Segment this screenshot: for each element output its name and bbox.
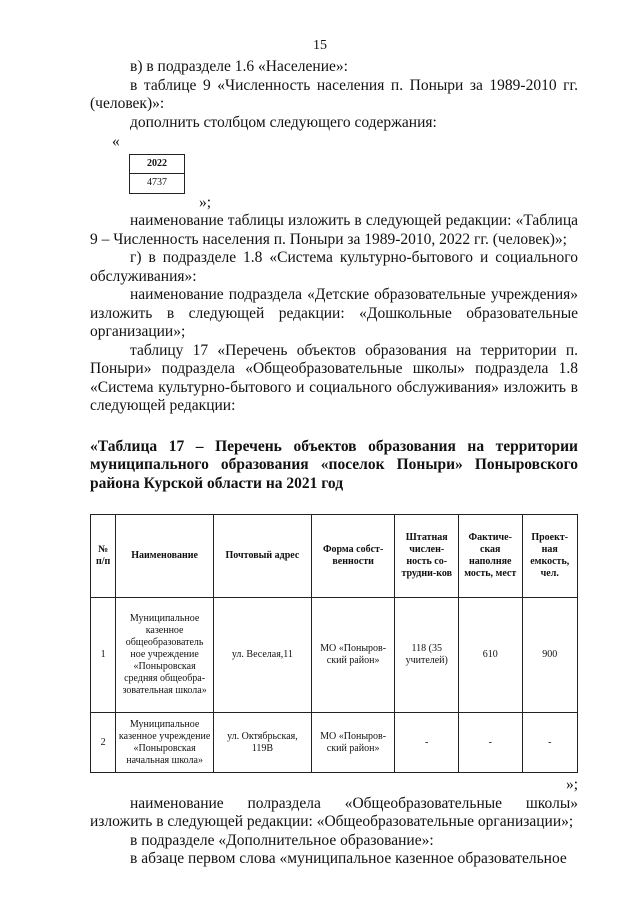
table-cell: 900 (522, 598, 578, 713)
table-cell: Муниципальное казенное учреждение «Поныровская начальная школа» (116, 713, 214, 773)
table-header-row (91, 515, 578, 598)
paragraph: таблицу 17 «Перечень объектов образования на территории п. Поныри» подраздела «Общеобразовательные школы» подраздела 1.8 «Система культурно-бытового и социального обслуживания» изложить в следующей редакции: (90, 341, 578, 414)
table-cell: МО «Поныров-ский район» (311, 713, 395, 773)
paragraph: в абзаце первом слова «муниципальное казенное образовательное (130, 850, 567, 867)
quote-close: »; (199, 193, 212, 211)
mini-table-header: 2022 (130, 154, 185, 174)
table-cell: - (458, 713, 522, 773)
table-header-cell: Фактиче-ская наполняе мость, мест (458, 515, 522, 598)
education-table (90, 514, 578, 773)
page-number: 15 (313, 38, 327, 53)
table-cell: 610 (458, 598, 522, 713)
quote-open: « (112, 133, 120, 150)
table-header-cell: № п/п (91, 515, 116, 598)
table-header-cell: Почтовый адрес (214, 515, 312, 598)
mini-table-value: 4737 (130, 174, 185, 194)
table-heading: «Таблица 17 – Перечень объектов образования на территории муниципального образования «поселок Поныри» Поныровского района Курской области на 2021 год (90, 437, 578, 492)
table-cell: ул. Веселая,11 (214, 598, 312, 713)
table-cell: ул. Октябрьская, 119В (214, 713, 312, 773)
table-cell: 118 (35 учителей) (395, 598, 459, 713)
paragraph: дополнить столбцом следующего содержания: (130, 113, 437, 131)
paragraph: в подразделе «Дополнительное образование»: (130, 831, 434, 849)
table-header-cell: Наименование (116, 515, 214, 598)
table-cell: - (522, 713, 578, 773)
table-header-cell: Форма собст-венности (311, 515, 395, 598)
table-cell: Муниципальное казенное общеобразователь ное учреждение «Поныровская средняя общеобра-зовательная школа» (116, 598, 214, 713)
table-cell: 1 (91, 598, 116, 713)
paragraph: наименование таблицы изложить в следующей редакции: «Таблица 9 – Численность населения п. Поныри за 1989-2010, 2022 гг. (человек)»; (90, 212, 578, 248)
table-header-cell: Проект-ная емкость, чел. (522, 515, 578, 598)
table-cell: МО «Поныров-ский район» (311, 598, 395, 713)
document-body (90, 58, 578, 869)
mini-table (129, 154, 185, 194)
paragraph: наименование полраздела «Общеобразовательные школы» изложить в следующей редакции: «Общеобразовательные организации»; (90, 794, 578, 830)
table-cell: - (395, 713, 459, 773)
table-row (91, 713, 578, 773)
paragraph: наименование подраздела «Детские образовательные учреждения» изложить в следующей редакции: «Дошкольные образовательные организации»; (90, 286, 578, 340)
paragraph: в) в подразделе 1.6 «Население»: (130, 58, 348, 75)
paragraph: в таблице 9 «Численность населения п. Поныри за 1989-2010 гг. (человек)»: (90, 76, 578, 112)
table-row (91, 598, 578, 713)
table-cell: 2 (91, 713, 116, 773)
quote-close: »; (565, 776, 578, 793)
table-header-cell: Штатная числен-ность со-трудни-ков (395, 515, 459, 598)
paragraph: г) в подразделе 1.8 «Система культурно-бытового и социального обслуживания»: (90, 249, 578, 285)
